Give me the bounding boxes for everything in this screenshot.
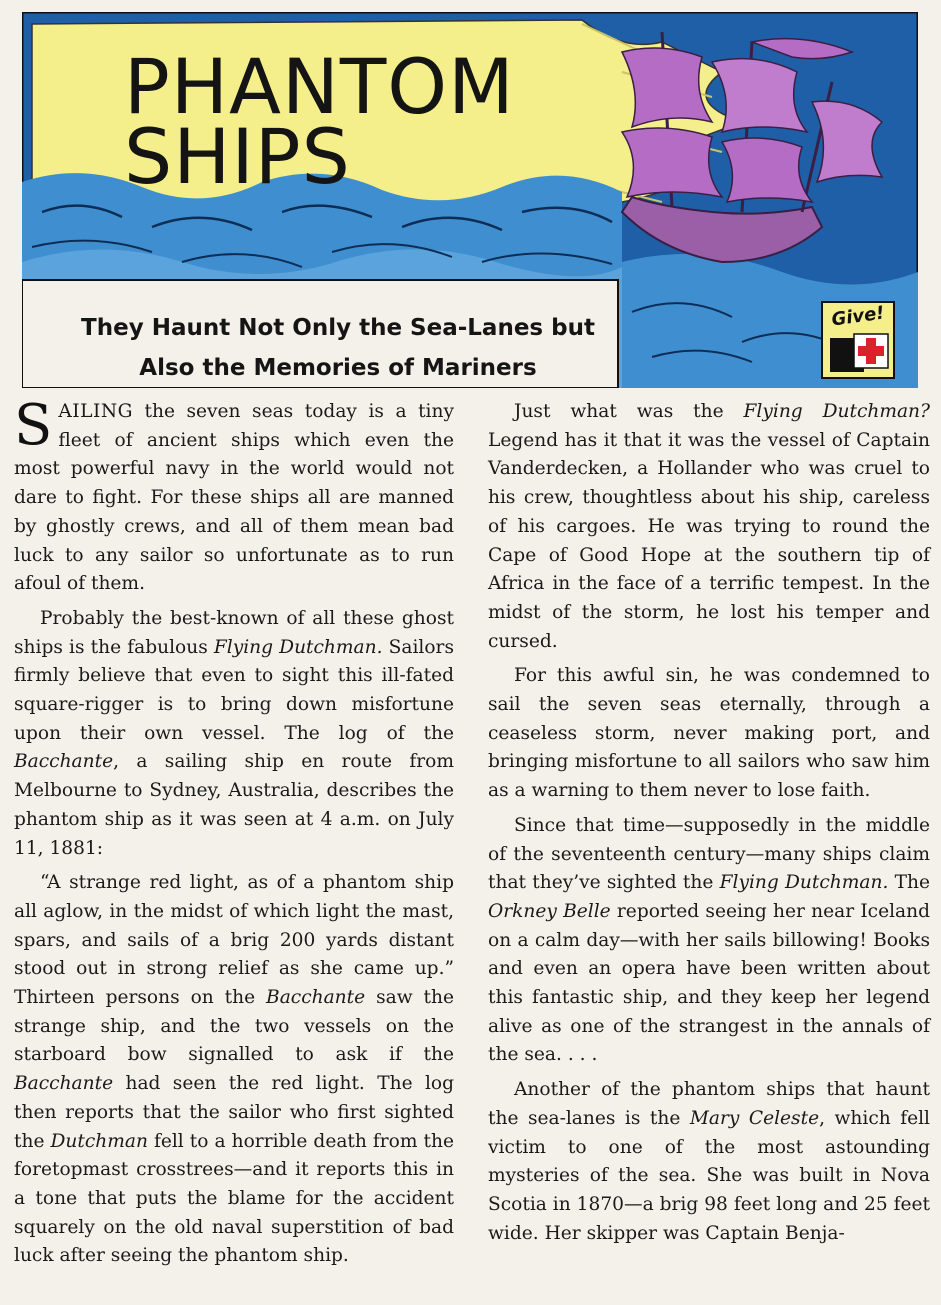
- article-title: [124, 42, 515, 201]
- title-line-2: SHIPS: [124, 112, 351, 201]
- header-illustration: [22, 12, 918, 388]
- give-label: Give!: [830, 302, 886, 331]
- ship-name: Orkney Belle: [488, 900, 611, 922]
- paragraph-text: Sailors firmly believe that even to sight this ill-fated square-rigger is to bring down misfortune upon their own vessel. The log of the: [14, 636, 454, 744]
- subtitle-line-2: Also the Memories of Mariners: [139, 355, 537, 381]
- paragraph: [14, 605, 454, 863]
- title-line-1: PHANTOM: [124, 42, 515, 131]
- ship-name: Mary Celeste: [689, 1107, 820, 1129]
- paragraph-text: fell to a horrible death from the foretopmast crosstrees—and it reports this in a tone that puts the blame for the accident squarely on the old naval superstition of bad luck after seeing the phantom ship.: [14, 1130, 454, 1267]
- paragraph-text: Since that time—supposedly in the middle of the seventeenth century—many ships claim that they’ve sighted the: [488, 814, 930, 894]
- ship-name: Flying Dutchman.: [719, 872, 889, 894]
- paragraph: [14, 869, 454, 1271]
- ship-name: Bacchante: [266, 987, 366, 1009]
- ship-name: Bacchante: [14, 1073, 114, 1095]
- paragraph-text: Just what was the: [514, 401, 744, 422]
- paragraph: [488, 1076, 930, 1248]
- left-column: [14, 393, 454, 1277]
- lead-word: AILING: [58, 401, 133, 422]
- paragraph-text: had seen the red light. The log then reports that the sailor who first sighted the: [14, 1073, 454, 1152]
- ship-name: Bacchante: [14, 751, 114, 773]
- paragraph-text: Probably the best-known of all these ghost ships is the fabulous: [14, 607, 454, 658]
- paragraph: For this awful sin, he was condemned to sail the seven seas eternally, through a ceaseless storm, never making port, and bringing misfortune to all sailors who saw him as a warning to them never to lose faith.: [488, 665, 930, 802]
- paragraph-text: Legend has it that it was the vessel of Captain Vanderdecken, a Hollander who was cruel to his crew, thoughtless about his ship, careless of his cargoes. He was trying to round the Cape of Good Hope at the southern tip of Africa in the face of a terrific tempest. In the midst of the storm, he lost his temper and cursed.: [488, 429, 930, 652]
- paragraph-text: “A strange red light, as of a phantom ship all aglow, in the midst of which light the mast, spars, and sails of a brig 200 yards distant stood out in strong relief as she came up.” Thirteen persons on the: [14, 872, 454, 1009]
- drop-cap: S: [14, 393, 53, 458]
- paragraph: [488, 812, 930, 1070]
- red-cross-give-badge: [820, 300, 896, 380]
- paragraph-text: Another of the phantom ships that haunt the sea-lanes is the: [488, 1079, 930, 1129]
- article-subtitle: [44, 308, 632, 388]
- paragraph-text: reported seeing her near Iceland on a calm day—with her sails billowing! Books and even an opera have been written about this fantastic ship, and they keep her legend alive as one of the strangest in the annals of the sea. . . .: [488, 900, 930, 1066]
- paragraph-text: , a sailing ship en route from Melbourne to Sydney, Australia, describes the phantom ship as it was seen at 4 a.m. on July 11, 1881:: [14, 751, 454, 859]
- ship-name: Flying Dutchman.: [213, 636, 383, 658]
- right-column: [488, 398, 930, 1254]
- paragraph-text: the seven seas today is a tiny fleet of ancient ships which even the most powerful navy in the world would not dare to fight. For these ships all are manned by ghostly crews, and all of them mean bad luck to any sailor so unfortunate as to run afoul of them.: [14, 401, 454, 595]
- paragraph: [488, 398, 930, 656]
- paragraph-text: saw the strange ship, and the two vessels on the starboard bow signalled to ask if the: [14, 987, 454, 1066]
- subtitle-line-1: They Haunt Not Only the Sea-Lanes but: [81, 315, 595, 341]
- paragraph-text: , which fell victim to one of the most astounding mysteries of the sea. She was built in Nova Scotia in 1870—a brig 98 feet long and 25 feet wide. Her skipper was Captain Benja-: [488, 1107, 930, 1244]
- paragraph: [14, 393, 454, 599]
- paragraph-text: The: [888, 872, 931, 894]
- ship-name: Flying Dutchman?: [743, 401, 931, 422]
- ship-name: Dutchman: [50, 1130, 148, 1152]
